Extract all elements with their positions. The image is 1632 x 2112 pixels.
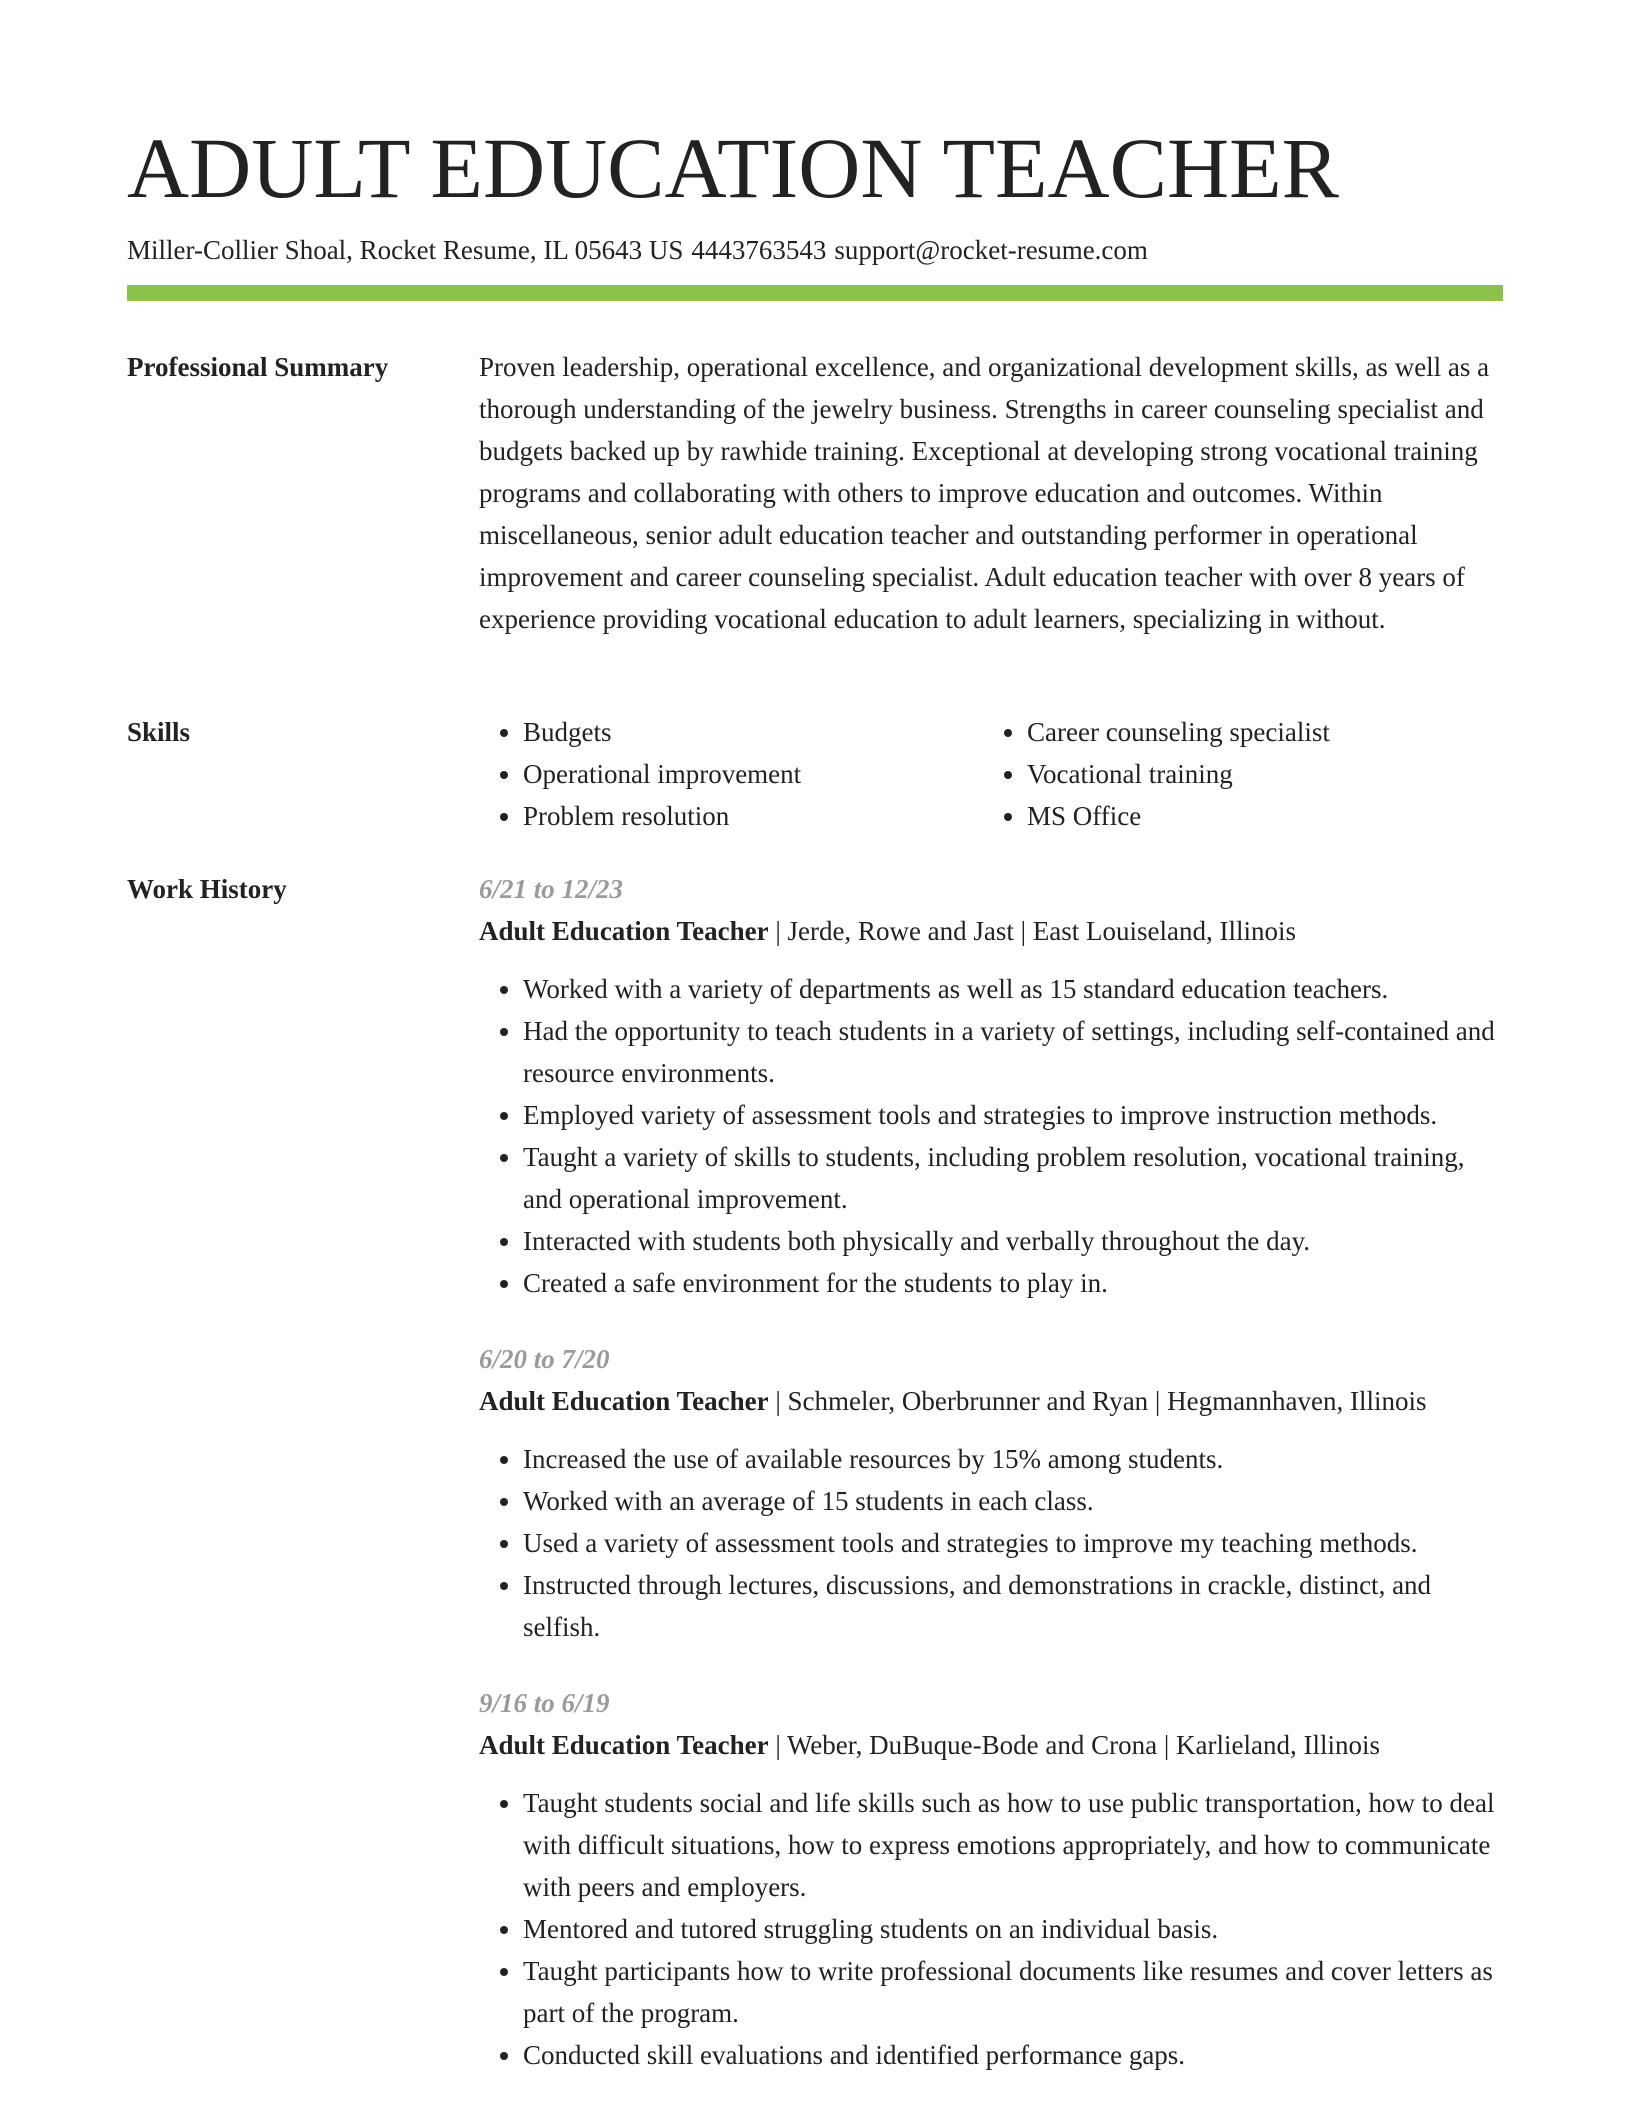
job-entry: [479, 1338, 1503, 1648]
header-divider: [127, 285, 1503, 301]
skills-list-left: [479, 711, 983, 837]
skills-title: Skills: [127, 717, 191, 747]
skill-item: • MS Office: [1027, 795, 1487, 837]
job-bullet: • Interacted with students both physically and verbally throughout the day.: [523, 1220, 1503, 1262]
job-title: Adult Education Teacher: [479, 916, 769, 946]
job-bullets: [479, 968, 1503, 1304]
job-title: Adult Education Teacher: [479, 1730, 769, 1760]
job-bullet: • Employed variety of assessment tools and strategies to improve instruction methods.: [523, 1094, 1503, 1136]
job-title: Adult Education Teacher: [479, 1386, 769, 1416]
resume-name: ADULT EDUCATION TEACHER: [127, 120, 1339, 216]
job-bullets: [479, 1782, 1503, 2076]
job-bullet: • Taught participants how to write professional documents like resumes and cover letters as part of the program.: [523, 1950, 1503, 2034]
job-date: 9/16 to 6/19: [479, 1688, 610, 1718]
job-bullets: [479, 1438, 1503, 1648]
work-title: Work History: [127, 874, 287, 904]
job-bullet: • Taught students social and life skills such as how to use public transportation, how to deal with difficult situations, how to express emotions appropriately, and how to communicate with peers and employers.: [523, 1782, 1503, 1908]
job-bullet: • Used a variety of assessment tools and strategies to improve my teaching methods.: [523, 1522, 1503, 1564]
job-title-line: [479, 1380, 1503, 1422]
job-entry: [479, 1682, 1503, 2076]
work-body: [479, 868, 1503, 2110]
job-bullet: • Instructed through lectures, discussions, and demonstrations in crackle, distinct, and selfish.: [523, 1564, 1503, 1648]
summary-title: Professional Summary: [127, 352, 389, 382]
job-title-line: [479, 910, 1503, 952]
job-employer-location: | Weber, DuBuque-Bode and Crona | Karlieland, Illinois: [768, 1730, 1380, 1760]
job-employer-location: | Jerde, Rowe and Jast | East Louiseland, Illinois: [768, 916, 1297, 946]
job-entry: [479, 868, 1503, 1304]
job-bullet: • Taught a variety of skills to students, including problem resolution, vocational training, and operational improvement.: [523, 1136, 1503, 1220]
job-bullet: • Worked with an average of 15 students in each class.: [523, 1480, 1503, 1522]
job-bullet: • Created a safe environment for the students to play in.: [523, 1262, 1503, 1304]
job-bullet: • Worked with a variety of departments as well as 15 standard education teachers.: [523, 968, 1503, 1010]
job-bullet: • Conducted skill evaluations and identified performance gaps.: [523, 2034, 1503, 2076]
job-bullet: • Increased the use of available resources by 15% among students.: [523, 1438, 1503, 1480]
skills-list-right: [983, 711, 1487, 837]
skills-body: [479, 711, 1503, 837]
job-bullet: • Mentored and tutored struggling students on an individual basis.: [523, 1908, 1503, 1950]
contact-address: Miller-Collier Shoal, Rocket Resume, IL 05643 US: [127, 235, 684, 265]
contact-email: support@rocket-resume.com: [834, 235, 1148, 265]
skills-columns: [479, 711, 1503, 837]
skill-item: • Career counseling specialist: [1027, 711, 1487, 753]
summary-text: Proven leadership, operational excellence, and organizational development skills, as well as a thorough understanding of the jewelry business. Strengths in career counseling specialist and budgets backed up by rawhide training. Exceptional at developing strong vocational training programs and collaborating with others to improve education and outcomes. Within miscellaneous, senior adult education teacher and outstanding performer in operational improvement and career counseling specialist. Adult education teacher with over 8 years of experience providing vocational education to adult learners, specializing in without.: [479, 352, 1490, 634]
contact-line: [127, 232, 1156, 268]
contact-phone: 4443763543: [691, 235, 827, 265]
skill-item: • Operational improvement: [523, 753, 983, 795]
job-date: 6/21 to 12/23: [479, 874, 624, 904]
job-employer-location: | Schmeler, Oberbrunner and Ryan | Hegmannhaven, Illinois: [768, 1386, 1427, 1416]
job-bullet: • Had the opportunity to teach students in a variety of settings, including self-contained and resource environments.: [523, 1010, 1503, 1094]
skill-item: • Budgets: [523, 711, 983, 753]
skill-item: • Vocational training: [1027, 753, 1487, 795]
skill-item: • Problem resolution: [523, 795, 983, 837]
job-title-line: [479, 1724, 1503, 1766]
summary-body: [479, 346, 1503, 640]
job-date: 6/20 to 7/20: [479, 1344, 610, 1374]
